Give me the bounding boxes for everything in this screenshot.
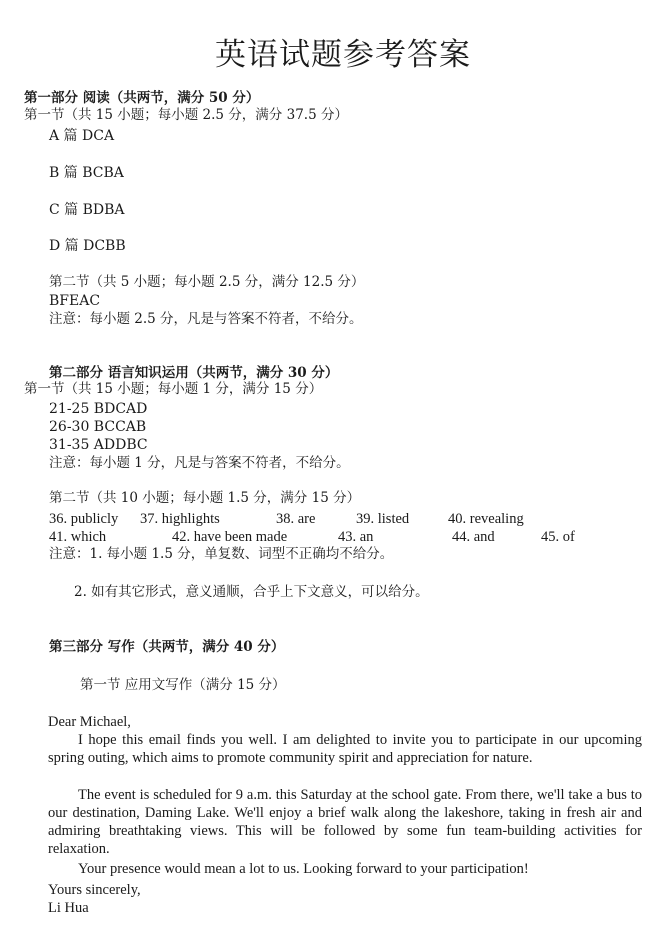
answer-40: 40. revealing [448, 511, 524, 527]
letter-paragraph-2-text: The event is scheduled for 9 a.m. this Saturday at the school gate. From there, we'll take a bus to our destination, Daming Lake. We'll enjoy a brief walk along the lakeshore, taking in fresh air and admiring breathtaking views. This will be followed by some fun team-building activities for relaxation. [48, 787, 642, 857]
part3-heading: 第三部分 写作（共两节，满分 40 分） [49, 639, 285, 655]
answer-36: 36. publicly [49, 511, 119, 527]
answer-39: 39. listed [356, 511, 410, 527]
part3-section1-heading: 第一节 应用文写作（满分 15 分） [80, 677, 286, 693]
part2-section2-heading: 第二节（共 10 小题；每小题 1.5 分，满分 15 分） [49, 490, 361, 506]
answer-45: 45. of [541, 529, 575, 545]
letter-paragraph-1-text: I hope this email finds you well. I am delighted to invite you to participate in our upcoming spring outing, which aims to promote community spirit and appreciation for nature. [48, 732, 642, 766]
answers-21-25: 21-25 BDCAD [49, 401, 148, 417]
answer-37: 37. highlights [140, 511, 220, 527]
answer-41: 41. which [49, 529, 107, 545]
letter-signature: Li Hua [48, 900, 89, 916]
part2-note2: 注意：1. 每小题 1.5 分，单复数、词型不正确均不给分。 [49, 546, 394, 562]
answers-31-35: 31-35 ADDBC [49, 437, 148, 453]
part1-section2-answers: BFEAC [49, 293, 101, 309]
answer-a: A 篇 DCA [49, 128, 115, 144]
answer-43: 43. an [338, 529, 374, 545]
answer-42: 42. have been made [172, 529, 288, 545]
answer-c: C 篇 BDBA [49, 202, 125, 218]
part1-section1-heading: 第一节（共 15 小题；每小题 2.5 分，满分 37.5 分） [24, 107, 348, 123]
answer-d: D 篇 DCBB [49, 238, 126, 254]
part2-note1: 注意：每小题 1 分，凡是与答案不符者，不给分。 [49, 455, 350, 471]
letter-paragraph-2 [48, 786, 642, 858]
letter-paragraph-1 [48, 731, 642, 767]
answer-38: 38. are [276, 511, 316, 527]
letter-greeting: Dear Michael, [48, 714, 131, 730]
answers-26-30: 26-30 BCCAB [49, 419, 147, 435]
part2-heading: 第二部分 语言知识运用（共两节，满分 30 分） [49, 365, 339, 381]
part2-note3: 2. 如有其它形式，意义通顺，合乎上下文意义，可以给分。 [74, 584, 429, 600]
part1-heading: 第一部分 阅读（共两节，满分 50 分） [24, 90, 260, 106]
page-title: 英语试题参考答案 [215, 37, 471, 73]
part2-section1-heading: 第一节（共 15 小题；每小题 1 分，满分 15 分） [24, 381, 323, 397]
part1-note: 注意：每小题 2.5 分，凡是与答案不符者，不给分。 [49, 311, 363, 327]
part1-section2-heading: 第二节（共 5 小题；每小题 2.5 分，满分 12.5 分） [49, 274, 365, 290]
letter-paragraph-3 [48, 860, 642, 878]
answer-b: B 篇 BCBA [49, 165, 124, 181]
letter-paragraph-3-text: Your presence would mean a lot to us. Looking forward to your participation! [78, 861, 529, 877]
answer-44: 44. and [452, 529, 495, 545]
letter-closing: Yours sincerely, [48, 882, 141, 898]
